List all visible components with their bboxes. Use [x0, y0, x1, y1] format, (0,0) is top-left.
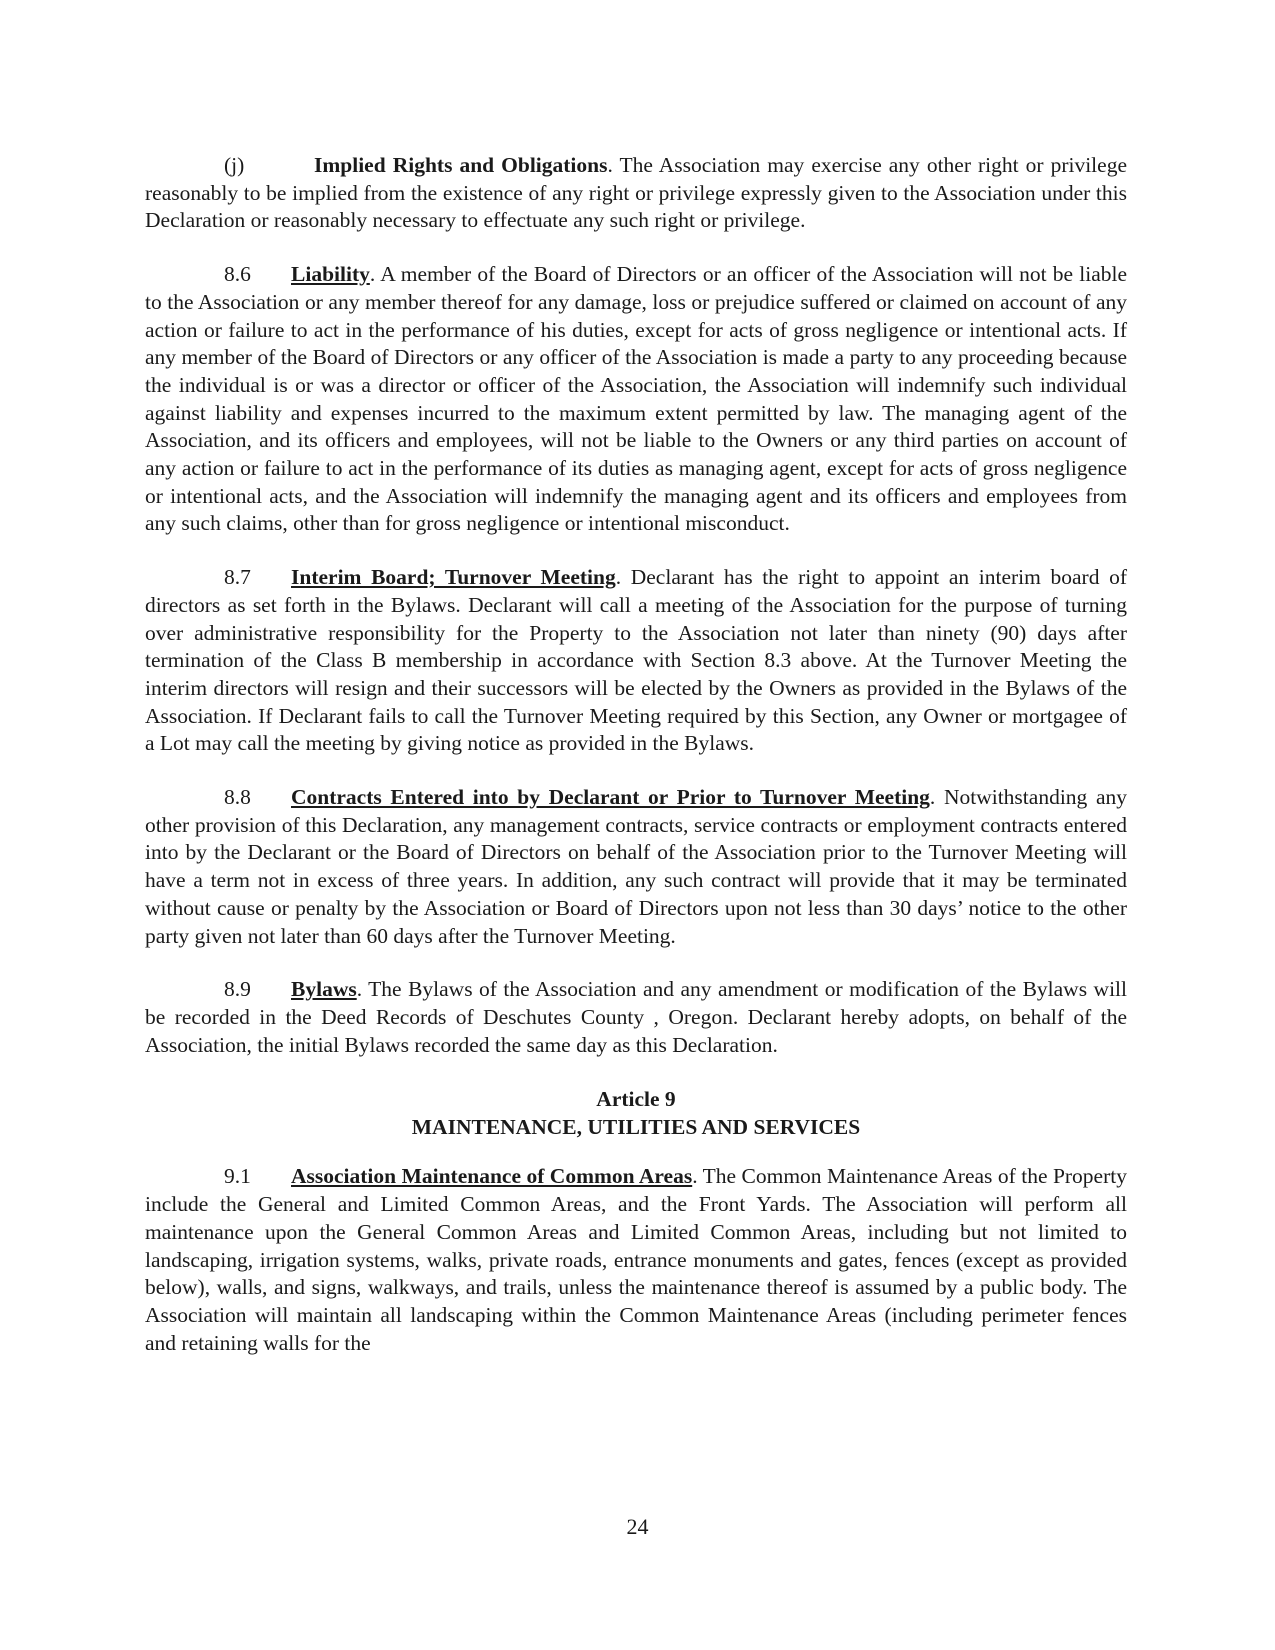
section-8-7-heading: Interim Board; Turnover Meeting: [291, 565, 616, 590]
section-j: [145, 152, 1127, 235]
section-8-7-number: 8.7: [224, 565, 251, 590]
section-9-1: [145, 1163, 1127, 1357]
section-8-7-text: . Declarant has the right to appoint an interim board of directors as set forth in the Bylaws. Declarant will call a meeting of the Association for the purpose of turning over administrative responsibility for the Property to the Association not later than ninety (90) days after termination of the Class B membership in accordance with Section 8.3 above. At the Turnover Meeting the interim directors will resign and their successors will be elected by the Owners as provided in the Bylaws of the Association. If Declarant fails to call the Turnover Meeting required by this Section, any Owner or mortgagee of a Lot may call the meeting by giving notice as provided in the Bylaws.: [145, 565, 1127, 756]
page-number: 24: [626, 1514, 649, 1539]
section-j-heading: Implied Rights and Obligations: [314, 153, 608, 177]
section-8-9: [145, 976, 1127, 1059]
article-title: MAINTENANCE, UTILITIES AND SERVICES: [411, 1115, 861, 1140]
section-j-label: (j): [224, 153, 245, 177]
section-8-9-heading: Bylaws: [291, 977, 357, 1002]
section-9-1-text: . The Common Maintenance Areas of the Property include the General and Limited Common Areas, and the Front Yards. The Association will perform all maintenance upon the General Common Areas and Limited Common Areas, including but not limited to landscaping, irrigation systems, walks, private roads, entrance monuments and gates, fences (except as provided below), walls, and signs, walkways, and trails, unless the maintenance thereof is assumed by a public body. The Association will maintain all landscaping within the Common Maintenance Areas (including perimeter fences and retaining walls for the: [145, 1164, 1127, 1355]
document-body: [145, 152, 1127, 1383]
section-j-text: . The Association may exercise any other right or privilege reasonably to be implied from the existence of any right or privilege expressly given to the Association under this Declaration or reasonably necessary to effectuate any such right or privilege.: [145, 153, 1127, 233]
section-8-8: [145, 784, 1127, 950]
article-heading: [145, 1085, 1127, 1141]
section-8-6-heading: Liability: [291, 262, 370, 287]
section-9-1-number: 9.1: [224, 1164, 251, 1189]
section-8-6-number: 8.6: [224, 262, 251, 287]
section-8-6-text: . A member of the Board of Directors or an officer of the Association will not be liable to the Association or any member thereof for any damage, loss or prejudice suffered or claimed on account of any action or failure to act in the performance of his duties, except for acts of gross negligence or intentional acts. If any member of the Board of Directors or any officer of the Association is made a party to any proceeding because the individual is or was a director or officer of the Association, the Association will indemnify such individual against liability and expenses incurred to the maximum extent permitted by law. The managing agent of the Association, and its officers and employees, will not be liable to the Owners or any third parties on account of any action or failure to act in the performance of its duties as managing agent, except for acts of gross negligence or intentional acts, and the Association will indemnify the managing agent and its officers and employees from any such claims, other than for gross negligence or intentional misconduct.: [145, 262, 1127, 536]
section-8-8-number: 8.8: [224, 785, 251, 810]
section-8-9-number: 8.9: [224, 977, 251, 1002]
section-8-9-text: . The Bylaws of the Association and any amendment or modification of the Bylaws will be recorded in the Deed Records of Deschutes County , Oregon. Declarant hereby adopts, on behalf of the Association, the initial Bylaws recorded the same day as this Declaration.: [145, 977, 1127, 1057]
section-8-8-text: . Notwithstanding any other provision of this Declaration, any management contracts, service contracts or employment contracts entered into by the Declarant or the Board of Directors on behalf of the Association prior to the Turnover Meeting will have a term not in excess of three years. In addition, any such contract will provide that it may be terminated without cause or penalty by the Association or Board of Directors upon not less than 30 days’ notice to the other party given not later than 60 days after the Turnover Meeting.: [145, 785, 1128, 948]
section-8-6: [145, 261, 1127, 538]
article-number: Article 9: [596, 1087, 676, 1112]
section-8-7: [145, 564, 1127, 758]
section-8-8-heading: Contracts Entered into by Declarant or Prior to Turnover Meeting: [291, 785, 930, 810]
section-9-1-heading: Association Maintenance of Common Areas: [291, 1164, 693, 1189]
